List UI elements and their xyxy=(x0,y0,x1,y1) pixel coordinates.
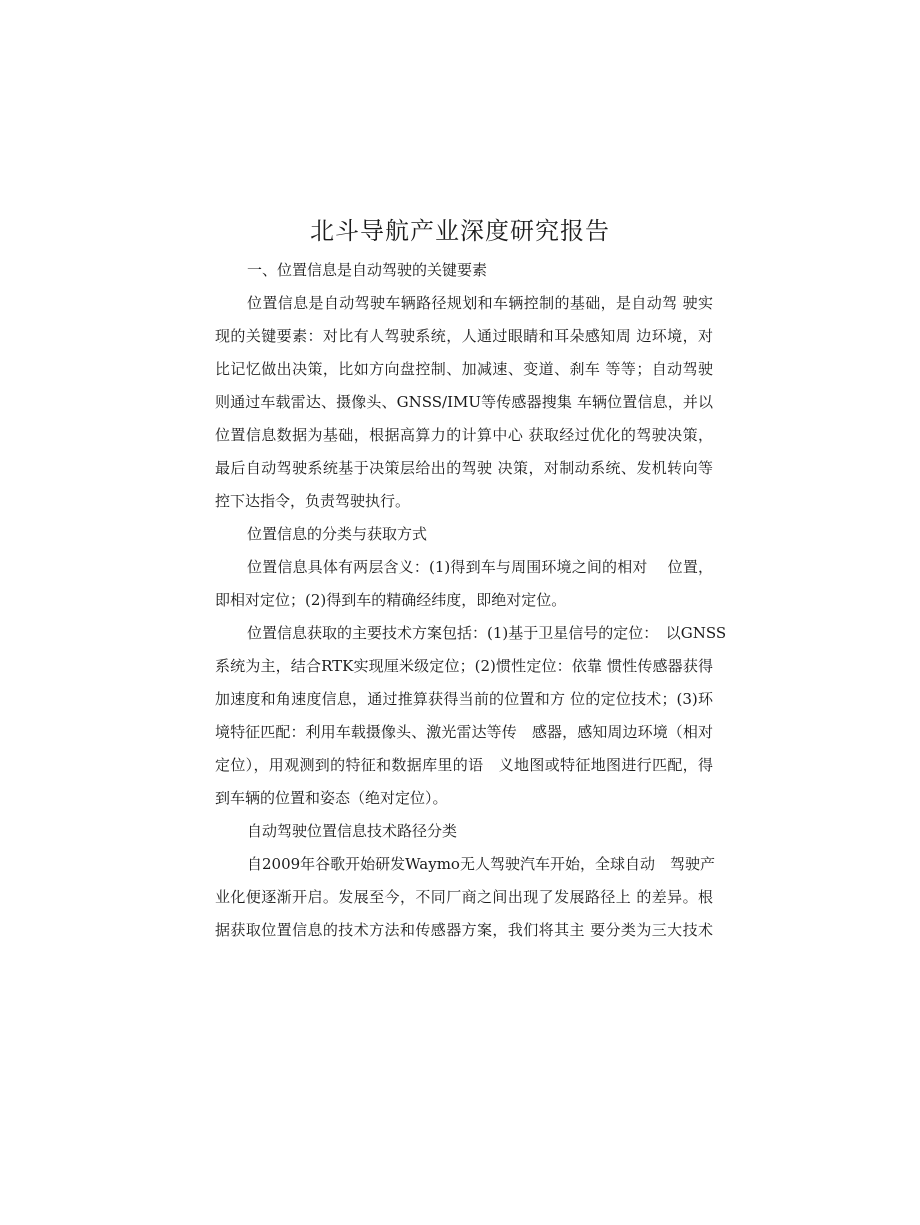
paragraph-line: 位置信息是自动驾驶车辆路径规划和车辆控制的基础，是自动驾 驶实 xyxy=(247,294,713,312)
paragraph-line: 业化便逐渐开启。发展至今，不同厂商之间出现了发展路径上 的差异。根 xyxy=(215,888,713,906)
paragraph-line: 据获取位置信息的技术方法和传感器方案，我们将其主 要分类为三大技术 xyxy=(215,921,713,939)
paragraph-line: 控下达指令，负责驾驶执行。 xyxy=(215,492,411,510)
paragraph-line: 自2009年谷歌开始研发Waymo无人驾驶汽车开始，全球自动 驾驶产 xyxy=(247,855,715,873)
paragraph-line: 即相对定位；(2)得到车的精确经纬度，即绝对定位。 xyxy=(215,591,567,609)
paragraph-line: 最后自动驾驶系统基于决策层给出的驾驶 决策，对制动系统、发机转向等 xyxy=(215,459,713,477)
paragraph-line: 定位），用观测到的特征和数据库里的语 义地图或特征地图进行匹配，得 xyxy=(215,756,713,774)
page-title: 北斗导航产业深度研究报告 xyxy=(310,217,610,245)
paragraph-waymo-history xyxy=(215,848,713,947)
paragraph-line: 比记忆做出决策，比如方向盘控制、加减速、变道、刹车 等等；自动驾驶 xyxy=(215,360,713,378)
section-heading-position-info: 一、位置信息是自动驾驶的关键要素 xyxy=(247,261,488,279)
paragraph-line: 到车辆的位置和姿态（绝对定位）。 xyxy=(215,789,448,807)
paragraph-line: 现的关键要素：对比有人驾驶系统，人通过眼睛和耳朵感知周 边环境，对 xyxy=(215,327,713,345)
paragraph-line: 境特征匹配：利用车载摄像头、激光雷达等传 感器，感知周边环境（相对 xyxy=(215,723,713,741)
section-heading-tech-paths: 自动驾驶位置信息技术路径分类 xyxy=(247,822,458,840)
paragraph-line: 位置信息获取的主要技术方案包括：(1)基于卫星信号的定位： 以GNSS xyxy=(247,624,727,642)
paragraph-line: 位置信息数据为基础，根据高算力的计算中心 获取经过优化的驾驶决策， xyxy=(215,426,713,444)
section-heading-classification: 位置信息的分类与获取方式 xyxy=(247,525,428,543)
paragraph-line: 系统为主，结合RTK实现厘米级定位；(2)惯性定位：依靠 惯性传感器获得 xyxy=(215,657,713,675)
document-body xyxy=(215,254,727,947)
paragraph-two-meanings xyxy=(215,551,713,617)
paragraph-line: 则通过车载雷达、摄像头、GNSS/IMU等传感器搜集 车辆位置信息，并以 xyxy=(215,393,713,411)
paragraph-position-info-intro xyxy=(215,287,713,518)
paragraph-technical-solutions xyxy=(215,617,727,815)
paragraph-line: 位置信息具体有两层含义：(1)得到车与周围环境之间的相对 位置， xyxy=(247,558,713,576)
paragraph-line: 加速度和角速度信息，通过推算获得当前的位置和方 位的定位技术；(3)环 xyxy=(215,690,713,708)
